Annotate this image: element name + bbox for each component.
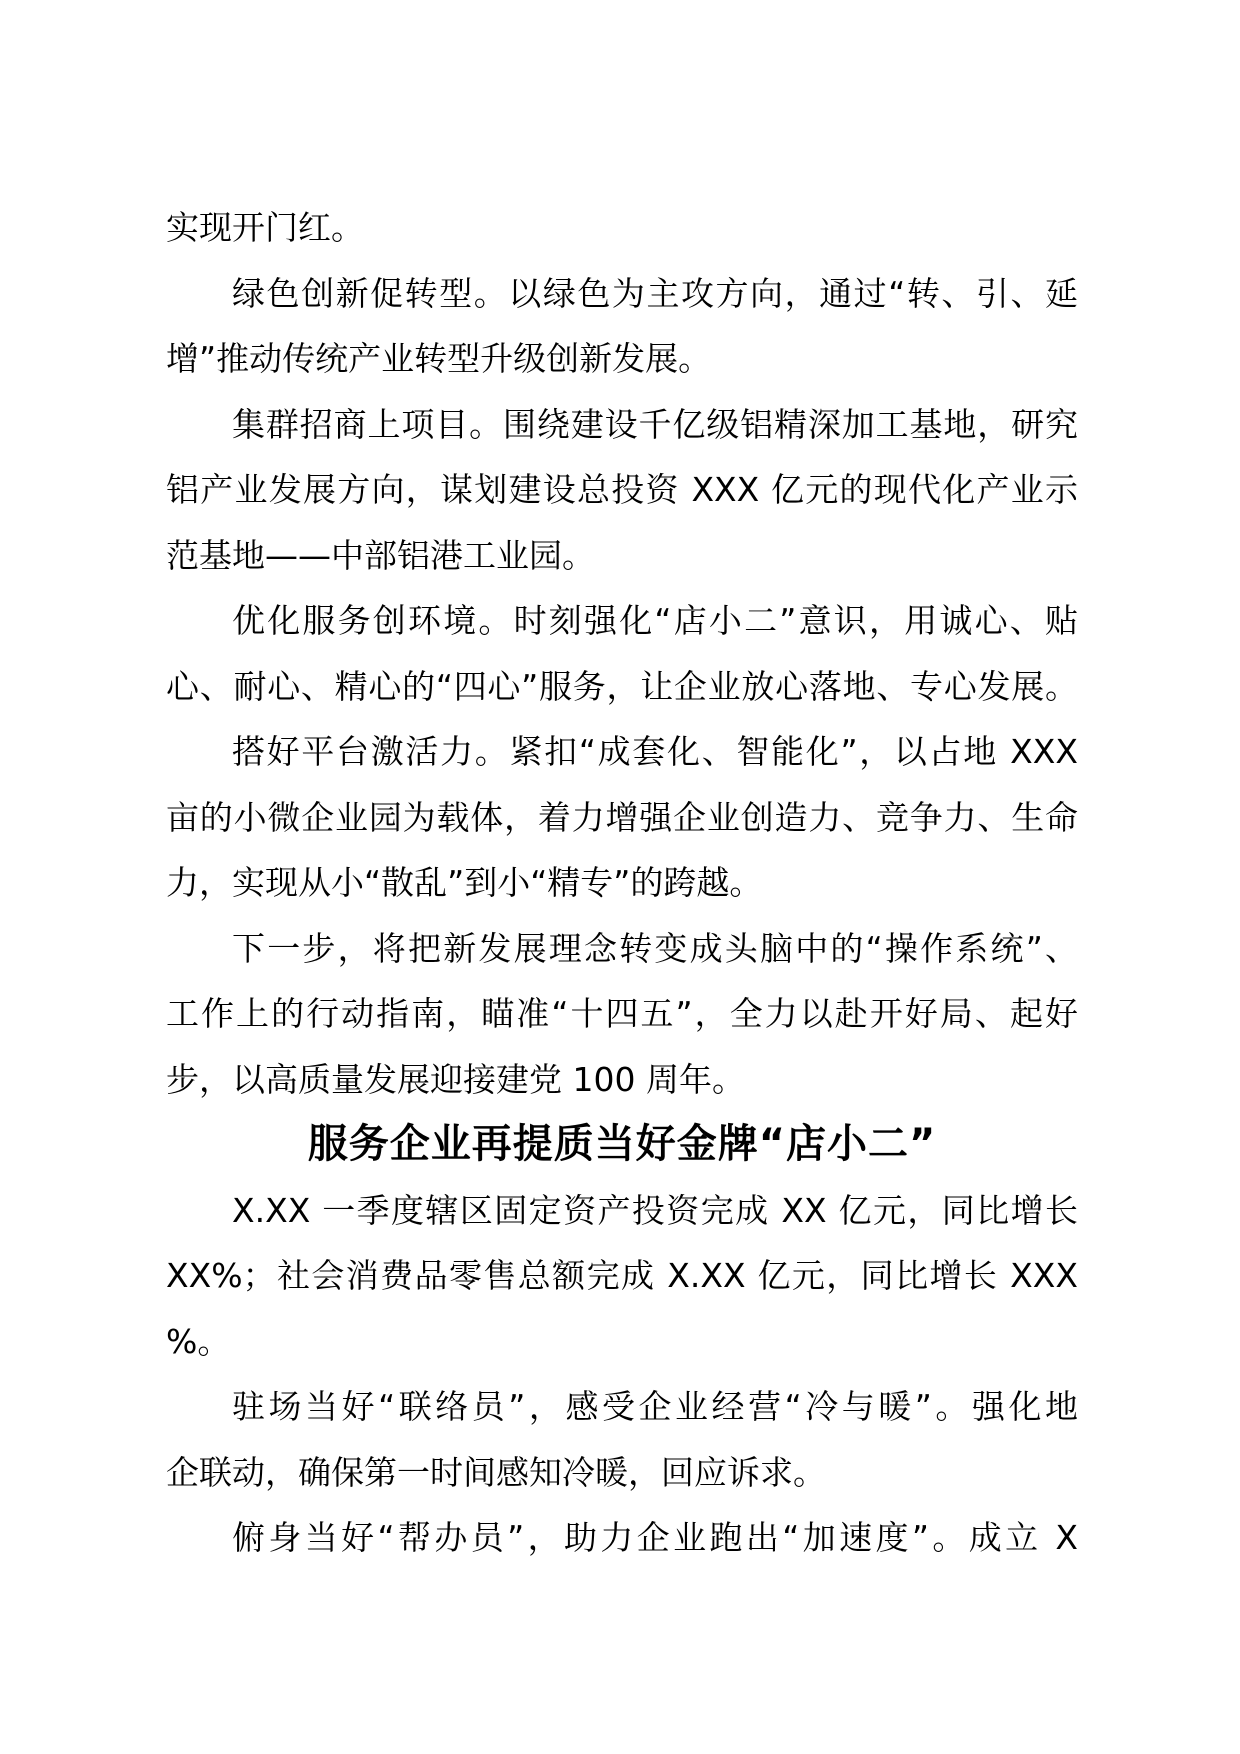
document-body	[166, 195, 1078, 1571]
paragraph-line: 实现开门红。	[166, 208, 364, 247]
paragraph-line: 步，以高质量发展迎接建党 100 周年。	[166, 1059, 745, 1099]
paragraph-line: 搭好平台激活力。紧扣“成套化、智能化”，以占地 XXX	[232, 732, 1078, 771]
paragraph-line: 绿色创新促转型。以绿色为主攻方向，通过“转、引、延	[232, 273, 1078, 313]
paragraph-line: X.XX 一季度辖区固定资产投资完成 XX 亿元，同比增长	[232, 1190, 1078, 1230]
paragraph-line: 企联动，确保第一时间感知冷暖，回应诉求。	[166, 1452, 826, 1492]
paragraph-line: XX%；社会消费品零售总额完成 X.XX 亿元，同比增长 XXX	[166, 1256, 1078, 1295]
paragraph-line: 增”推动传统产业转型升级创新发展。	[166, 339, 712, 378]
paragraph-line: 集群招商上项目。围绕建设千亿级铝精深加工基地，研究	[232, 404, 1078, 444]
paragraph-line: 驻场当好“联络员”，感受企业经营“冷与暖”。强化地	[232, 1387, 1078, 1426]
section-heading: 服务企业再提质当好金牌“店小二”	[307, 1121, 937, 1167]
paragraph-line: 范基地——中部铝港工业园。	[166, 535, 595, 575]
paragraph-line: 力，实现从小“散乱”到小“精专”的跨越。	[166, 863, 763, 902]
paragraph-line: 下一步，将把新发展理念转变成头脑中的“操作系统”、	[232, 928, 1078, 968]
paragraph-line: %。	[166, 1321, 231, 1361]
paragraph-line: 铝产业发展方向，谋划建设总投资 XXX 亿元的现代化产业示	[166, 470, 1078, 509]
paragraph-line: 亩的小微企业园为载体，着力增强企业创造力、竞争力、生命	[166, 797, 1078, 837]
paragraph-line: 工作上的行动指南，瞄准“十四五”，全力以赴开好局、起好	[166, 994, 1078, 1033]
paragraph-line: 优化服务创环境。时刻强化“店小二”意识，用诚心、贴	[232, 601, 1078, 640]
paragraph-line: 俯身当好“帮办员”，助力企业跑出“加速度”。成立 X	[232, 1518, 1078, 1557]
paragraph-line: 心、耐心、精心的“四心”服务，让企业放心落地、专心发展。	[166, 666, 1078, 706]
